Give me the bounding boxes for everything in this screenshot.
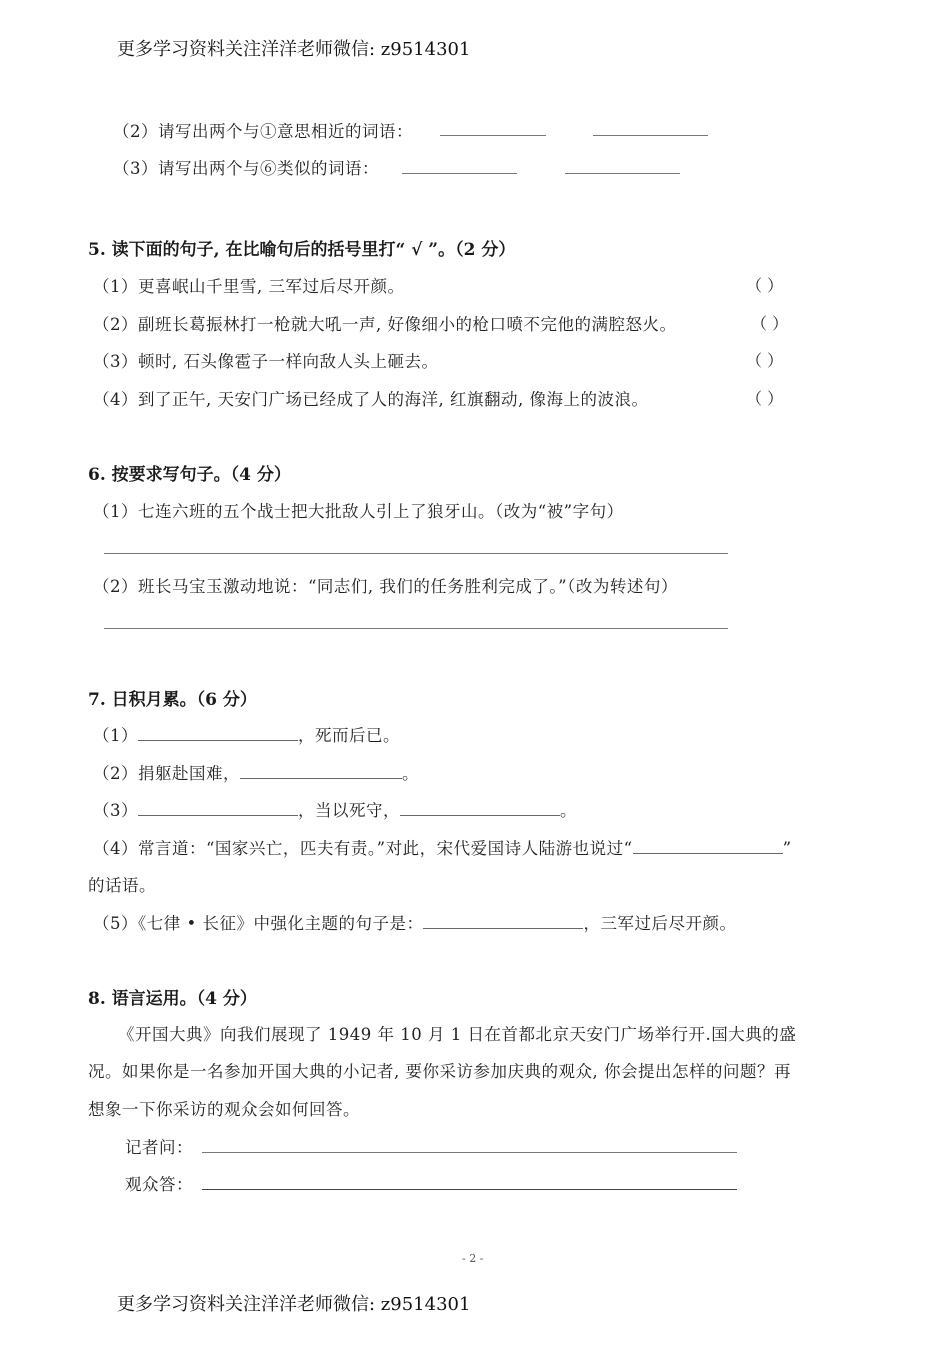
q7-item-2-prefix: （2）捐躯赴国难， bbox=[93, 764, 240, 783]
q5-title: 5. 读下面的句子, 在比喻句后的括号里打“ √ ”。（2 分） bbox=[88, 240, 516, 260]
q7-item-2-blank[interactable] bbox=[240, 764, 402, 779]
q7-item-4-blank[interactable] bbox=[633, 839, 783, 854]
q7-item-3 bbox=[93, 797, 577, 821]
q6-title: 6. 按要求写句子。（4 分） bbox=[88, 465, 291, 485]
q6-item-1: （1）七连六班的五个战士把大批敌人引上了狼牙山。（改为“被”字句） bbox=[93, 502, 624, 521]
q7-title: 7. 日积月累。（6 分） bbox=[88, 690, 257, 710]
q7-item-5 bbox=[93, 910, 736, 934]
q6-item-2: （2）班长马宝玉激动地说：“同志们, 我们的任务胜利完成了。”（改为转述句） bbox=[93, 577, 678, 596]
q5-item-3: （3）顿时, 石头像雹子一样向敌人头上砸去。 bbox=[93, 352, 439, 371]
top-banner: 更多学习资料关注洋洋老师微信: z9514301 bbox=[117, 39, 471, 60]
q5-item-4: （4）到了正午, 天安门广场已经成了人的海洋, 红旗翻动, 像海上的波浪。 bbox=[93, 390, 649, 409]
q7-item-4-prefix: （4）常言道：“国家兴亡，匹夫有责。”对此，宋代爱国诗人陆游也说过“ bbox=[93, 839, 633, 858]
q7-item-4 bbox=[93, 835, 792, 859]
q4-item-2 bbox=[113, 118, 413, 142]
q7-item-3-blank-2[interactable] bbox=[400, 801, 560, 816]
q8-title: 8. 语言运用。（4 分） bbox=[88, 989, 257, 1009]
q7-item-1 bbox=[93, 722, 400, 746]
q8-audience-answer-line[interactable] bbox=[202, 1189, 737, 1190]
q7-item-5-prefix: （5）《七律 • 长征》中强化主题的句子是： bbox=[93, 914, 424, 933]
q8-audience-label: 观众答： bbox=[125, 1175, 193, 1194]
q4-item-3-blank-2[interactable] bbox=[565, 173, 680, 174]
q8-reporter-label: 记者问： bbox=[125, 1138, 193, 1157]
q5-item-1: （1）更喜岷山千里雪, 三军过后尽开颜。 bbox=[93, 277, 405, 296]
q4-item-3-blank-1[interactable] bbox=[402, 173, 517, 174]
q6-answer-line-1[interactable] bbox=[104, 553, 728, 554]
q5-answer-paren-2[interactable]: （ ） bbox=[751, 314, 789, 333]
q7-item-3-blank-1[interactable] bbox=[138, 801, 298, 816]
bottom-banner: 更多学习资料关注洋洋老师微信: z9514301 bbox=[117, 1294, 471, 1315]
q8-paragraph-line-3: 想象一下你采访的观众会如何回答。 bbox=[88, 1100, 360, 1119]
q7-item-5-blank[interactable] bbox=[423, 914, 583, 929]
q8-reporter-answer-line[interactable] bbox=[202, 1152, 737, 1153]
q7-item-3-prefix: （3） bbox=[93, 801, 138, 820]
page-number: - 2 - bbox=[462, 1252, 484, 1265]
q4-item-2-text: （2）请写出两个与①意思相近的词语： bbox=[113, 122, 413, 141]
q4-item-3 bbox=[113, 155, 379, 179]
q5-answer-paren-4[interactable]: （ ） bbox=[746, 389, 784, 408]
q5-item-2: （2）副班长葛振林打一枪就大吼一声, 好像细小的枪口喷不完他的满腔怒火。 bbox=[93, 315, 677, 334]
q7-item-1-prefix: （1） bbox=[93, 726, 138, 745]
q7-item-4-continuation: 的话语。 bbox=[88, 876, 156, 895]
q7-item-2-suffix: 。 bbox=[402, 764, 419, 783]
q4-item-3-text: （3）请写出两个与⑥类似的词语： bbox=[113, 159, 379, 178]
q6-answer-line-2[interactable] bbox=[104, 628, 728, 629]
q8-paragraph-line-1: 《开国大典》向我们展现了 1949 年 10 月 1 日在首都北京天安门广场举行开.国大典的盛 bbox=[118, 1025, 797, 1044]
q7-item-3-suffix: 。 bbox=[560, 801, 577, 820]
q7-item-3-middle: ，当以死守， bbox=[298, 801, 400, 820]
q4-item-2-blank-2[interactable] bbox=[593, 135, 708, 136]
q7-item-1-suffix: ，死而后已。 bbox=[298, 726, 400, 745]
q7-item-5-suffix: ，三军过后尽开颜。 bbox=[583, 914, 737, 933]
q7-item-1-blank[interactable] bbox=[138, 726, 298, 741]
q4-item-2-blank-1[interactable] bbox=[440, 135, 546, 136]
q5-answer-paren-1[interactable]: （ ） bbox=[746, 276, 784, 295]
q5-answer-paren-3[interactable]: （ ） bbox=[746, 351, 784, 370]
q7-item-4-close-quote: ” bbox=[782, 839, 792, 858]
q8-paragraph-line-2: 况。如果你是一名参加开国大典的小记者, 要你采访参加庆典的观众, 你会提出怎样的问题？再 bbox=[88, 1062, 791, 1081]
q7-item-2 bbox=[93, 760, 419, 784]
